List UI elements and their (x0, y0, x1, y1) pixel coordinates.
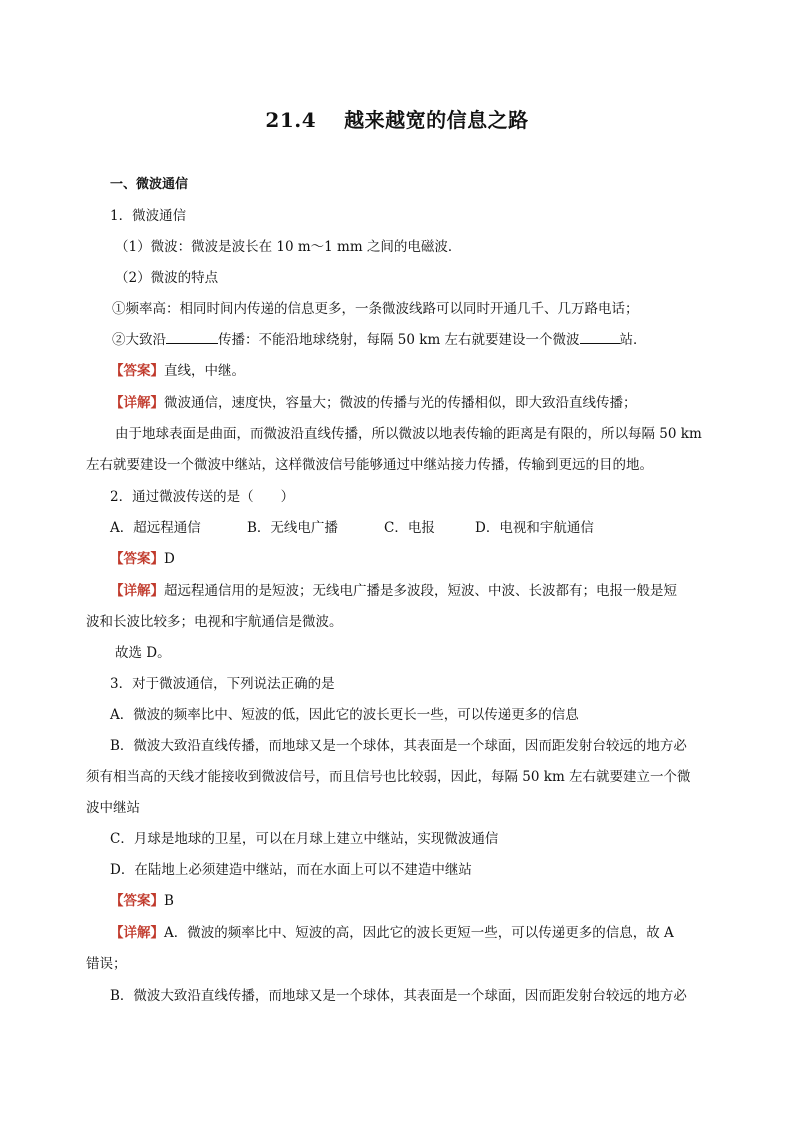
q2-detail (110, 582, 677, 600)
q2-option-d: D．电视和宇航通信 (475, 520, 594, 536)
q1-paragraph: （1）微波：微波是波长在 10 m～1 mm 之间的电磁波． (115, 239, 462, 255)
section-heading: 一、微波通信 (110, 177, 189, 192)
answer-text: B (164, 893, 174, 909)
answer-label: 【答案】 (110, 893, 164, 909)
q3-heading: 3．对于微波通信，下列说法正确的是 (110, 676, 335, 692)
text: 传播：不能沿地球绕射，每隔 50 km 左右就要建设一个微波 (218, 332, 580, 348)
q3-detail-text: B．微波大致沿直线传播，而地球又是一个球体，其表面是一个球面，因而距发射台较远的地方必 (110, 988, 687, 1004)
detail-text: 微波通信，速度快，容量大；微波的传播与光的传播相似，即大致沿直线传播； (164, 395, 637, 411)
q2-answer (110, 550, 175, 568)
q1-detail-text: 由于地球表面是曲面，而微波沿直线传播，所以微波以地表传输的距离是有限的，所以每隔 50 km (115, 426, 702, 442)
q3-option-b-cont: 波中继站 (86, 800, 140, 816)
q3-option-b-cont: 须有相当高的天线才能接收到微波信号，而且信号也比较弱，因此，每隔 50 km 左右就要建立一个微 (86, 769, 691, 785)
q2-option-c: C．电报 (384, 520, 435, 536)
q2-detail-text: 波和长波比较多；电视和宇航通信是微波。 (86, 614, 343, 630)
answer-text: 直线，中继。 (164, 363, 245, 379)
q1-paragraph: （2）微波的特点 (115, 270, 219, 286)
page-title: 21.4 越来越宽的信息之路 (265, 108, 529, 132)
q1-detail (110, 394, 637, 412)
detail-text: A．微波的频率比中、短波的高，因此它的波长更短一些，可以传递更多的信息，故 A (164, 925, 674, 941)
q1-answer (110, 362, 245, 380)
q1-fill-blank-line (112, 331, 647, 349)
detail-text: 超远程通信用的是短波；无线电广播是多波段，短波、中波、长波都有；电报一般是短 (164, 583, 677, 599)
answer-label: 【答案】 (110, 551, 164, 567)
q2-heading: 2．通过微波传送的是（ ） (110, 489, 295, 505)
q2-detail-text: 故选 D。 (115, 645, 171, 661)
q1-paragraph: ①频率高：相同时间内传递的信息更多，一条微波线路可以同时开通几千、几万路电话； (112, 301, 639, 317)
q3-option-a: A．微波的频率比中、短波的低，因此它的波长更长一些，可以传递更多的信息 (110, 707, 579, 723)
q3-detail (110, 924, 674, 942)
q3-option-b: B．微波大致沿直线传播，而地球又是一个球体，其表面是一个球面，因而距发射台较远的地方必 (110, 738, 687, 754)
answer-label: 【答案】 (110, 363, 164, 379)
text: 站． (619, 332, 647, 348)
text: ②大致沿 (112, 332, 166, 348)
answer-text: D (164, 551, 175, 567)
blank-line (166, 331, 218, 344)
blank-line (580, 331, 620, 344)
detail-label: 【详解】 (110, 925, 164, 941)
q1-heading: 1．微波通信 (110, 208, 187, 224)
q2-option-a: A．超远程通信 (110, 520, 201, 536)
q3-detail-text: 错误； (86, 956, 127, 972)
q3-option-d: D．在陆地上必须建造中继站，而在水面上可以不建造中继站 (110, 862, 472, 878)
q3-option-c: C．月球是地球的卫星，可以在月球上建立中继站，实现微波通信 (110, 831, 499, 847)
q1-detail-text: 左右就要建设一个微波中继站，这样微波信号能够通过中继站接力传播，传输到更远的目的地。 (86, 457, 653, 473)
detail-label: 【详解】 (110, 583, 164, 599)
q2-option-b: B．无线电广播 (247, 520, 338, 536)
q3-answer (110, 892, 174, 910)
detail-label: 【详解】 (110, 395, 164, 411)
